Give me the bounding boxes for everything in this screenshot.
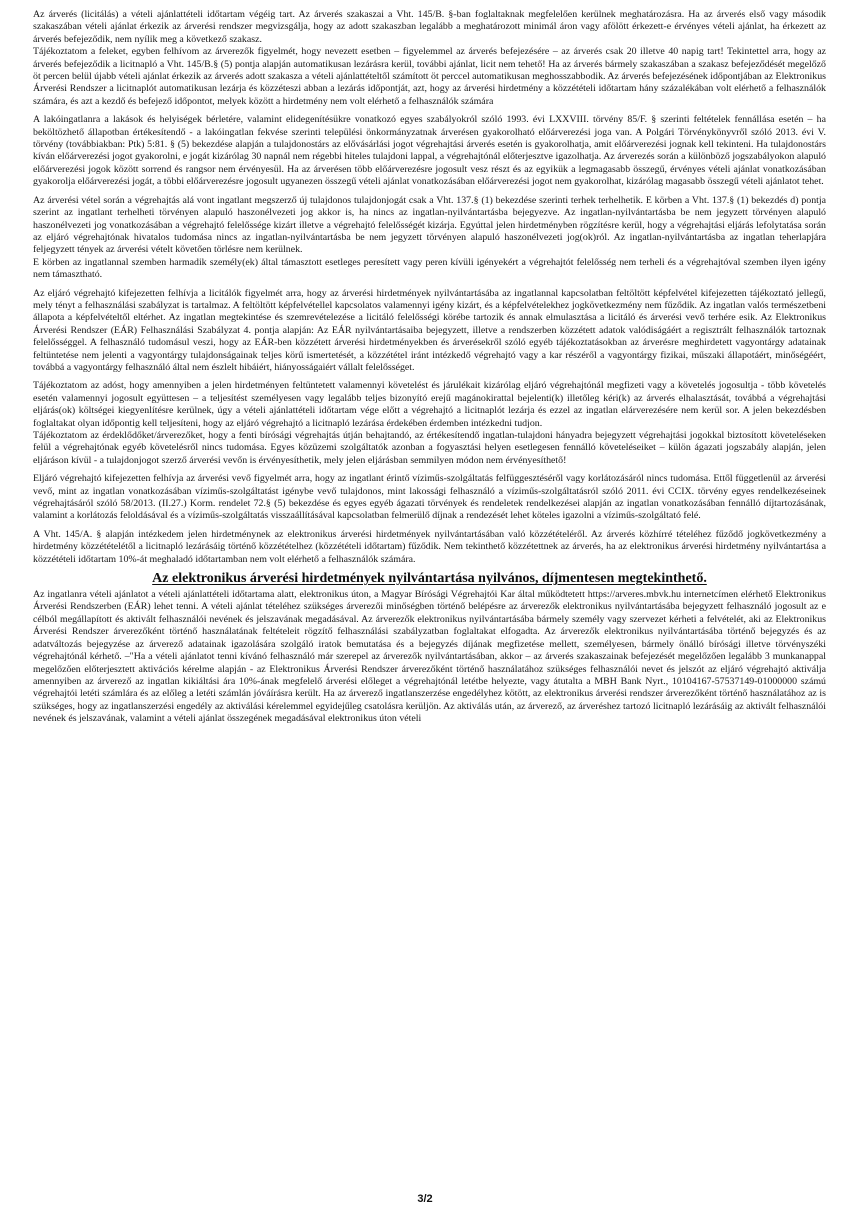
paragraph-water-utility: Eljáró végrehajtó kifejezetten felhívja az árverési vevő figyelmét arra, hogy az ingatlant érintő víziműs-szolgáltatás felfüggesztéséről vagy korlátozásáról nincs tudomása. Ettől függetlenül az árverési vevő, mint az ingatlan vonatkozásában víziműs-szolgáltatást igénybe vevő tulajdonos, mint lakossági felhasználó a víziműs-szolgáltatásról szóló 2011. évi CCIX. törvény egyes rendelkezéseinek végrehajtásáról szóló 58/2013. (II.27.) Korm. rendelet 72.§ (5) bekezdése és egyes egyéb ágazati törvények és rendeletek rendelkezései alapján az ingatlan vonatkozásában fennálló díjtartozásának, valamint a korlátozás feloldásával és a víziműs-szolgáltatás visszaállításával kapcsolatban felmerülő díjnak a rendezését lehet köteles igazolni a víziműs-szolgáltató felé. [33,473,826,522]
paragraph-auction-stages: Az árverés (licitálás) a vételi ajánlattételi időtartam végéig tart. Az árverés szakaszai a Vht. 145/B. §-ban foglaltaknak megfelelően kerülnek meghatározásra. Ha az árverés első vagy második szakaszában vételi ajánlat érkezik az árverési rendszer megvizsgálja, hogy az adott szakaszban legalább a meghatározott minimál áron vagy afölött érkezett-e érvényes vételi ajánlat, ha érkezett az árverés befejeződik, nem nyílik meg a következő szakasz. [33,9,826,45]
page-number: 3/2 [417,1193,433,1205]
paragraph-publication: A Vht. 145/A. § alapján intézkedem jelen hirdetménynek az elektronikus árverési hirdetmények nyilvántartásában való közzétételéről. Az árverés közhírré tételéhez fűződő jogkövetkezmény a hirdetmény közzétételétől a licitnapló lezárásáig történő közzétételhez (közzétételi időtartam) fűződik. Nem tekinthető közzétettnek az árverés, ha az elektronikus árverési hirdetmény nyilvántartása a közzétételi időtartam 10%-át meghaladó időtartamban nem volt elérhető a felhasználók számára. [33,528,826,565]
paragraph-auction-duration: Tájékoztatom a feleket, egyben felhívom az árverezők figyelmét, hogy nevezett esetben – figyelemmel az árverés befejezésére – az árverés csak 20 illetve 40 napig tart! Tekintettel arra, hogy az árverés befejeződik a licitnapló a Vht. 145/B.§ (5) pontja alapján automatikusan lezárásra kerül, további ajánlat, licit nem tehető! Ha az árverés bármely szakaszában a szakasz befejeződését megelőző öt percen belül újabb vételi ajánlat érkezik az árverés adott szakasza a vételi ajánlattételtől számított öt perccel automatikusan meghosszabbodik. Az árverés befejezésének időpontjában az Elektronikus Árverési Rendszer a licitnaplót automatikusan lezárja és közzéteszi abban a lezárás időpontját, azt, hogy az árverési hirdetmény a közzétételi időtartam hány százalékában volt elérhető a felhasználók számára, és azt a kezdő és befejező időpontot, melyek között a hirdetmény nem volt elérhető a felhasználók számára [33,46,826,107]
paragraph-third-party-claims: E körben az ingatlannal szemben harmadik személy(ek) által támasztott esetleges peresített vagy peren kívüli igényekért a végrehajtót felelősség nem terheli és a végrehajtóval szemben ilyen igény nem támasztható. [33,256,826,281]
paragraph-photos-disclaimer: Az eljáró végrehajtó kifejezetten felhívja a licitálók figyelmét arra, hogy az árverési hirdetmények nyilvántartásába az ingatlannal kapcsolatban feltöltött képfelvétel kifejezetten tájékoztató jellegű, mely tényt a felhasználási szabályzat is tartalmaz. A feltöltött képfelvétellel kapcsolatos valamennyi igény kizárt, és a képfelvételekhez jogkövetkezmény nem fűződik. Az ingatlan valós természetbeni állapota a képfelvételtől eltérhet. Az ingatlan megtekintése és szemrevételezése a licitáló felelősségi körébe tartozik és annak elmulasztása a licitáló és árverési vevő terhére esik. Az Elektronikus Árverési Rendszer (EÁR) Felhasználási Szabályzat 4. pontja alapján: Az EÁR nyilvántartásaiba bejegyzett, illetve a rendszerben közzétett adatok valódiságáért a regisztrált felhasználók tartoznak felelősséggel. A felhasználó tudomásul veszi, hogy az EÁR-ben közzétett árverési hirdetményekben és árverésekről szóló egyéb tájékoztatásokban az árverésre meghirdetett vagyontárgy adatainak feltüntetése nem jelenti a vagyontárgy tulajdonságainak teljes körű ismertetését, a közzététel iránt intézkedő végrehajtó vagy a kar részéről a vagyontárgy fizikai, műszaki állapotáért, minőségéért, továbbá a vagyontárgy felhasználó által nem észlelt hibáiért, hiányosságaiért vállalt felelősséget. [33,287,826,373]
paragraph-online-bidding: Az ingatlanra vételi ajánlatot a vételi ajánlattételi időtartama alatt, elektronikus úton, a Magyar Bírósági Végrehajtói Kar által működtetett https://arveres.mbvk.hu internetcímen elérhető Elektronikus Árverési Rendszerben (EÁR) lehet tenni. A vételi ajánlat tételéhez szükséges árverezői minőségben történő belépésre az árverezők elektronikus nyilvántartásába bejegyzett felhasználó jogosult az e célból megállapított és aktivált felhasználói nevének és jelszavának megadásával. Az árverezők elektronikus nyilvántartásába bármely személy vagy szervezet kérheti a felvételét, aki az Elektronikus Árverési Rendszer árverezőként történő használatának feltételeit rögzítő felhasználási szabályzatban foglaltakat elfogadta. Az árverezők elektronikus nyilvántartásába történő bejegyzés és az adatváltozás bejegyzése az árverező adatainak igazolására szolgáló iratok bemutatása és a bejegyzés díjának megfizetése mellett, személyesen, bármely önálló bírósági illetve törvényszéki végrehajtónál kérhető. –"Ha a vételi ajánlatot tenni kívánó felhasználó már szerepel az árverezők nyilvántartásában, akkor – az árverés szakaszainak befejezését megelőzően legalább 3 munkanappal megelőzően előterjesztett aktivációs kérelme alapján - az Elektronikus Árverési Rendszer árverezőként történő használatához szükséges felhasználói nevet és jelszót az eljáró végrehajtó aktiválja amennyiben az árverező az ingatlan kikiáltási ára 10%-ának megfelelő árverési előleget a végrehajtónál letétbe helyezte, vagy átutalta a MBH Bank Nyrt., 10104167-57537149-01000000 számú végrehajtói letéti számlára és az előleg a letéti számlán jóváírásra került. Ha az árverező ingatlanszerzése engedélyhez kötött, az elektronikus árverési rendszer árverezőként történő használatához az is szükséges, hogy az ingatlanszerzési engedély az aktiválási kérelemmel egyidejűleg csatolásra kerüljön. Az aktiválás után, az árverező, az árveréshez tartozó licitnapló lezárásáig az aktivált felhasználói nevének és jelszavának, valamint a vételi ajánlat összegének megadásával elektronikus úton vételi [33,589,826,725]
paragraph-encumbrances: Az árverési vétel során a végrehajtás alá vont ingatlant megszerző új tulajdonos tulajdonjogát csak a Vht. 137.§ (1) bekezdése szerinti terhek terhelhetik. E körben a Vht. 137.§ (1) bekezdés d) pontja szerint az ingatlant terhelheti törvényen alapuló haszonélvezeti jog akkor is, ha nincs az ingatlan-nyilvántartásba bejegyezve. Az ingatlan-nyilvántartásba be nem jegyzett törvényen alapuló haszonélvezeti jog vonatkozásában a végrehajtó felelőssége kizárt illetve a végrehajtó felelősségét kizárja. Egyúttal jelen hirdetményben rögzítésre kerül, hogy a végrehajtási eljárás lefolytatása során az eljáró végrehajtónak hivatalos tudomása nincs az ingatlan-nyilvántartásba be nem jegyzett törvényen alapuló haszonélvezeti jog(ok)ról. Az ingatlan-nyilvántartásba az ingatlan teherlapjára feljegyzett tények az árverési vételt követően törlésre nem kerülnek. [33,194,826,256]
paragraph-other-claims: Tájékoztatom az érdeklődőket/árverezőket, hogy a fenti bírósági végrehajtás útján behajtandó, az értékesítendő ingatlan-tulajdoni hányadra bejegyzett végrehajtási jogokkal biztosított követeléseken felül a végrehajtónak egyéb követelésről nincs tudomása. Egyes közüzemi szolgáltatók azonban a fogyasztási helyen esetlegesen fennálló követeléseiket – külön ágazati jogszabály alapján, jelen eljáráson kívül - a tulajdonjogot szerző árverési vevőn is érvényesíthetik, mely jelen eljárásban semmilyen módon nem érvényesíthető! [33,430,826,466]
paragraph-debtor-notice: Tájékoztatom az adóst, hogy amennyiben a jelen hirdetményen feltüntetett valamennyi követelést és járulékait kizárólag eljáró végrehajtónál megfizeti vagy a követelés jogosultja - több követelés esetén valamennyi jogosult együttesen – a teljesítést személyesen vagy legalább teljes bizonyító erejű magánokirattal bejelenti(k) illetőleg kéri(k) az árverés elhalasztását, továbbá a végrehajtási eljárás(ok) költségei kiegyenlítésre kerülnek, úgy a vételi ajánlattételi időtartam vége előtt a végrehajtó a licitnaplót lezárja és ezzel az ingatlan elárverezésére nem kerül sor. A jelen bekezdésben foglaltakat olyan időpontig kell teljesíteni, hogy az eljáró végrehajtó a licitnapló lezárása érdekében érdemben intézkedni tudjon. [33,380,826,429]
section-heading: Az elektronikus árverési hirdetmények nyilvántartása nyilvános, díjmentesen megtekinthető. [152,571,707,587]
paragraph-preemption-rights: A lakóingatlanra a lakások és helyiségek bérletére, valamint elidegenítésükre vonatkozó egyes szabályokról szóló 1993. évi LXXVIII. törvény 85/F. § szerinti feltételek fennállása esetén – ha beköltözhető állapotban értékesítendő - a lakóingatlan fekvése szerinti települési önkormányzatnak árverésen gyakorolható előárverezési joga van. A Polgári Törvénykönyvről szóló 2013. évi V. törvény (továbbiakban: Ptk) 5:81. § (5) bekezdése alapján a tulajdonostárs az elővásárlási jogot végrehajtási árverés esetén is gyakorolhatja, amit előárverezési jognak kell tekinteni. Ha tulajdonostárs kíván előárverezési jogot gyakorolni, e jogát kizárólag 30 napnál nem régebbi hiteles tulajdoni lappal, a végrehajtónál előterjesztve igazolhatja. Az árverezés során a különböző jogszabályokon alapuló előárverezési jogok között sorrend és rangsor nem érvényesül. Ha az árverésen több előárverezésre jogosult vesz részt és az egyikük a legmagasabb összegű, érvényes vételi ajánlat vonatkozásában gyakorolja előárverezési jogát, a többi előárverezésre jogosult ugyanezen összegű vételi ajánlat vonatkozásában előárverezési jogot nem gyakorolhat, kizárólag magasabb összegű vételi ajánlatot tehet. [33,114,826,188]
